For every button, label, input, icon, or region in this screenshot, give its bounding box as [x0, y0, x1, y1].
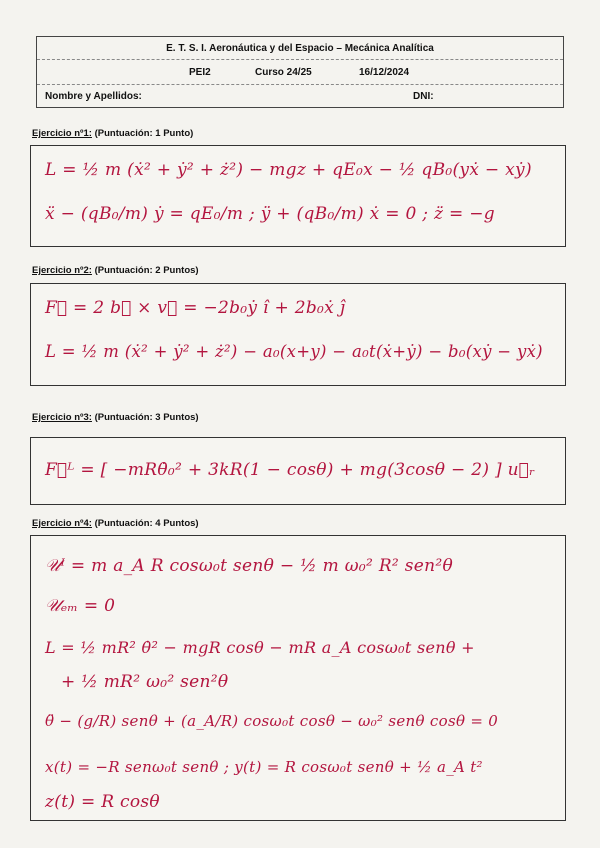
equation-line: L = ½ mR² θ̇² − mgR cosθ − mR a_A cosω₀t senθ + — [45, 638, 475, 657]
exam-title: E. T. S. I. Aeronáutica y del Espacio – Mecánica Analítica — [166, 43, 434, 54]
equation-line: 𝒰ₑₘ = 0 — [45, 596, 116, 616]
equation-line: L = ½ m (ẋ² + ẏ² + ż²) − mgz + qE₀x − ½ qB₀(yẋ − xẏ) — [45, 160, 532, 180]
equation-line: ẍ − (qB₀/m) ẏ = qE₀/m ; ÿ + (qB₀/m) ẋ = 0 ; z̈ = −g — [45, 204, 495, 224]
header-divider — [37, 59, 563, 60]
exercise-2-title: Ejercicio nº2: (Puntuación: 2 Puntos) — [32, 265, 199, 276]
name-label: Nombre y Apellidos: — [45, 91, 142, 102]
exam-date: 16/12/2024 — [359, 67, 410, 78]
exercise-3-answer-box — [30, 437, 566, 505]
exercise-4-answer-box — [30, 535, 566, 821]
exam-header — [36, 36, 564, 108]
equation-line: F⃗ᴸ = [ −mRθ̇₀² + 3kR(1 − cosθ) + mg(3cosθ − 2) ] u⃗ᵣ — [45, 460, 536, 480]
equation-line: 𝒰ᴵ = m a_A R cosω₀t senθ − ½ m ω₀² R² sen²θ — [45, 556, 454, 576]
exam-course: Curso 24/25 — [255, 67, 312, 78]
equation-line: θ̈ − (g/R) senθ + (a_A/R) cosω₀t cosθ − ω₀² senθ cosθ = 0 — [45, 712, 499, 730]
dni-label: DNI: — [413, 91, 434, 102]
equation-line: + ½ mR² ω₀² sen²θ — [61, 672, 229, 692]
exercise-2-answer-box — [30, 283, 566, 386]
header-divider — [37, 84, 563, 85]
exercise-1-answer-box — [30, 145, 566, 247]
equation-line: x(t) = −R senω₀t senθ ; y(t) = R cosω₀t senθ + ½ a_A t² — [45, 758, 483, 776]
exam-code: PEI2 — [189, 67, 211, 78]
exercise-4-title: Ejercicio nº4: (Puntuación: 4 Puntos) — [32, 518, 199, 529]
equation-line: F⃗ = 2 b⃗ × v⃗ = −2b₀ẏ î + 2b₀ẋ ĵ — [45, 298, 346, 318]
exercise-1-title: Ejercicio nº1: (Puntuación: 1 Punto) — [32, 128, 194, 139]
exercise-3-title: Ejercicio nº3: (Puntuación: 3 Puntos) — [32, 412, 199, 423]
equation-line: z(t) = R cosθ — [45, 792, 160, 812]
equation-line: L = ½ m (ẋ² + ẏ² + ż²) − a₀(x+y) − a₀t(ẋ+ẏ) − b₀(xẏ − yẋ) — [45, 342, 543, 361]
